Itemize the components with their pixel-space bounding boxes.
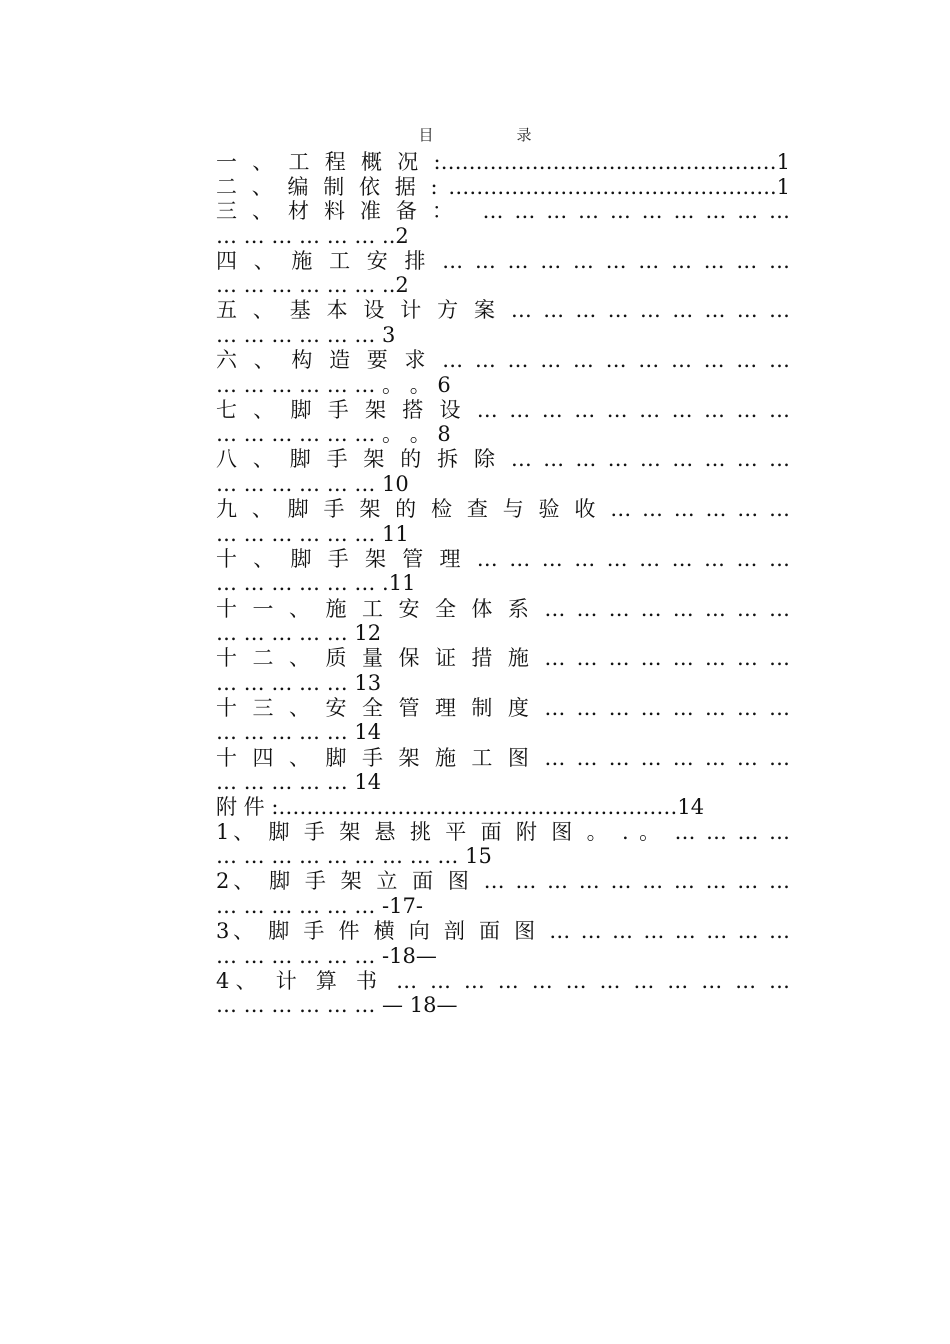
toc-entry-line-continued: … … … … … 12	[216, 621, 382, 645]
toc-entry-line: 3、 脚 手 件 横 向 剖 面 图 … … … … … … … …	[216, 919, 790, 944]
toc-entry-line-continued: … … … … … … … … … 15	[216, 844, 492, 869]
toc-entry-line: 三 、 材 料 准 备 ： … … … … … … … … … …	[216, 199, 790, 223]
toc-entry-line: 十 四 、 脚 手 架 施 工 图 … … … … … … … …	[216, 745, 790, 770]
toc-entry	[216, 175, 790, 200]
toc-entry-line: 五 、 基 本 设 计 方 案 … … … … … … … … …	[216, 298, 790, 323]
toc-entry-line: 六 、 构 造 要 求 … … … … … … … … … … …	[216, 348, 790, 373]
toc-entry-line: 十 三 、 安 全 管 理 制 度 … … … … … … … …	[216, 695, 790, 720]
toc-entry-line: 附 件 :…………………………………………………14	[216, 795, 705, 820]
toc-entry-line: 二 、 编 制 依 据 : ………………………………………..1	[216, 174, 790, 199]
toc-entry-line-continued: … … … … … … 3	[216, 322, 396, 347]
toc-entry-line-continued: … … … … … … .11	[216, 571, 416, 596]
page-title: 目 录	[418, 126, 566, 144]
toc-entry-line-continued: … … … … … … — 18—	[216, 993, 458, 1018]
toc-entry-line-continued: … … … … … … -18—	[216, 943, 437, 968]
toc-entry-line-continued: … … … … … … 。 。 8	[216, 422, 451, 447]
toc-entry-line-continued: … … … … … 14	[216, 770, 382, 795]
toc-entry	[216, 150, 790, 175]
toc-entry-line-continued: … … … … … … ..2	[216, 223, 409, 248]
toc-entry	[216, 646, 790, 696]
toc-entry-line: 四 、 施 工 安 排 … … … … … … … … … … …	[216, 248, 790, 273]
toc-entry	[216, 447, 790, 497]
toc-entry-line: 十 、 脚 手 架 管 理 … … … … … … … … … …	[216, 546, 790, 571]
toc-entry-line-continued: … … … … … … 10	[216, 471, 409, 496]
toc-entry-line: 十 二 、 质 量 保 证 措 施 … … … … … … … …	[216, 646, 790, 671]
toc-entry-line: 七 、 脚 手 架 搭 设 … … … … … … … … … …	[216, 397, 790, 422]
toc-entry	[216, 298, 790, 348]
toc-entry	[216, 746, 790, 796]
toc-entry-line-continued: … … … … … … ..2	[216, 273, 409, 298]
toc-entry-line-continued: … … … … … 14	[216, 720, 382, 745]
toc-entry	[216, 696, 790, 746]
toc-entry	[216, 869, 790, 919]
toc-entry-line-continued: … … … … … … 11	[216, 521, 409, 546]
toc-entry	[216, 348, 790, 398]
toc-entry-line: 八 、 脚 手 架 的 拆 除 … … … … … … … … …	[216, 447, 790, 472]
toc-entry-line: 2、 脚 手 架 立 面 图 … … … … … … … … … …	[216, 869, 790, 894]
toc-entry	[216, 497, 790, 547]
toc-entry-line: 九 、 脚 手 架 的 检 查 与 验 收 … … … … … …	[216, 497, 790, 522]
toc-entry	[216, 199, 790, 249]
toc-entry-line-continued: … … … … … 13	[216, 670, 382, 695]
toc-entry	[216, 795, 790, 820]
toc-entry-line-continued: … … … … … … 。 。 6	[216, 372, 451, 397]
toc-entry-line: 1、 脚 手 架 悬 挑 平 面 附 图 。 . 。 … … … …	[216, 819, 790, 844]
toc-entry-line-continued: … … … … … … -17-	[216, 893, 423, 918]
toc-entry	[216, 249, 790, 299]
table-of-contents	[216, 150, 790, 1019]
toc-entry-line: 4、 计 算 书 … … … … … … … … … … … …	[216, 968, 790, 993]
toc-entry-line: 十 一 、 施 工 安 全 体 系 … … … … … … … …	[216, 596, 790, 621]
toc-entry-line: 一 、 工 程 概 况 :…………………………………………1	[216, 150, 790, 174]
toc-entry	[216, 597, 790, 647]
toc-entry	[216, 919, 790, 969]
toc-entry	[216, 969, 790, 1019]
toc-entry	[216, 820, 790, 870]
toc-entry	[216, 398, 790, 448]
toc-entry	[216, 547, 790, 597]
